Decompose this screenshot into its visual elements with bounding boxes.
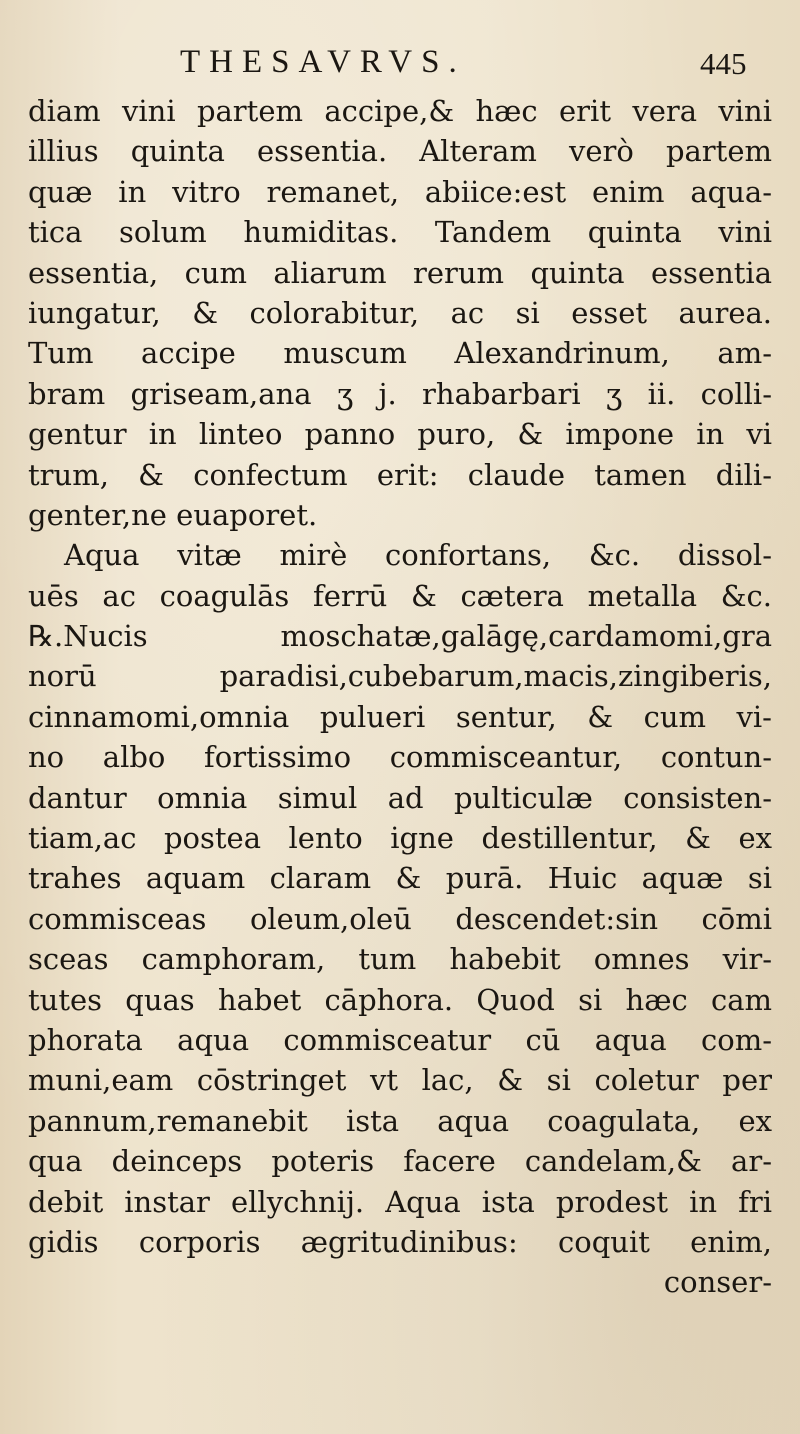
- text-line: Tum accipe muscum Alexandrinum, am-: [28, 336, 772, 371]
- text-line: iungatur, & colorabitur, ac si esset aurea.: [28, 295, 772, 330]
- body-text: [28, 91, 772, 1303]
- text-line: debit instar ellychnij. Aqua ista prodest in fri: [28, 1184, 772, 1219]
- text-line: dantur omnia simul ad pulticulæ consisten-: [28, 780, 772, 815]
- text-line: sceas camphoram, tum habebit omnes vir-: [28, 942, 772, 977]
- text-line: muni,eam cōstringet vt lac, & si coletur per: [28, 1063, 772, 1098]
- page-number: 445: [700, 46, 747, 81]
- text-line: tica solum humiditas. Tandem quinta vini: [28, 215, 772, 250]
- catchword: conser-: [663, 1265, 772, 1300]
- text-line: phorata aqua commisceatur cū aqua com-: [28, 1022, 772, 1057]
- text-line: tutes quas habet cāphora. Quod si hæc cam: [28, 982, 772, 1017]
- text-line: trum, & confectum erit: claude tamen dili-: [28, 457, 772, 492]
- running-head: [0, 40, 800, 90]
- text-line: uēs ac coagulās ferrū & cætera metalla &c.: [28, 578, 772, 613]
- paragraph-start-line: Aqua vitæ mirè confortans, &c. dissol-: [64, 538, 772, 573]
- text-line: diam vini partem accipe,& hæc erit vera vini: [28, 94, 772, 128]
- text-line: essentia, cum aliarum rerum quinta essentia: [28, 255, 772, 290]
- running-title: THESAVRVS.: [180, 44, 466, 80]
- text-line: bram griseam,ana ʒ j. rhabarbari ʒ ii. colli-: [28, 376, 772, 411]
- text-line: trahes aquam claram & purā. Huic aquæ si: [28, 861, 772, 896]
- text-line: genter,ne euaporet.: [28, 497, 318, 532]
- text-line: cinnamomi,omnia pulueri sentur, & cum vi-: [28, 699, 772, 734]
- text-line: tiam,ac postea lento igne destillentur, & ex: [28, 821, 772, 856]
- text-line: gidis corporis ægritudinibus: coquit enim,: [28, 1224, 772, 1259]
- text-line: ℞.Nucis moschatæ,galāgę,cardamomi,gra: [28, 619, 772, 654]
- text-line: pannum,remanebit ista aqua coagulata, ex: [28, 1103, 772, 1138]
- text-line: qua deinceps poteris facere candelam,& ar-: [28, 1144, 772, 1179]
- text-line: quæ in vitro remanet, abiice:est enim aqua-: [28, 174, 772, 209]
- text-line: norū paradisi,cubebarum,macis,zingiberis,: [28, 659, 772, 694]
- text-line: illius quinta essentia. Alteram verò partem: [28, 134, 772, 169]
- text-line: no albo fortissimo commisceantur, contun-: [28, 740, 772, 775]
- text-line: gentur in linteo panno puro, & impone in vi: [28, 417, 772, 452]
- text-line: commisceas oleum,oleū descendet:sin cōmi: [28, 901, 772, 936]
